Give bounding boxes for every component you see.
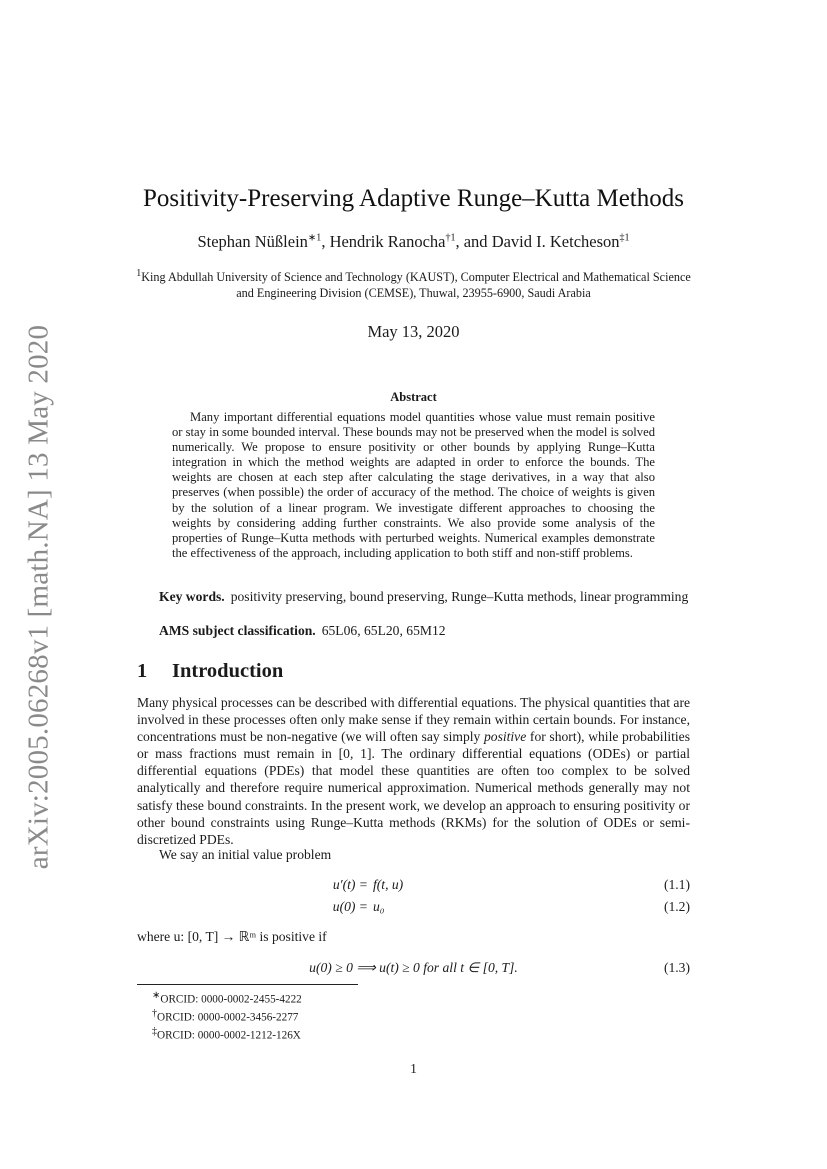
- section-number: 1: [137, 660, 148, 682]
- abstract-heading: Abstract: [390, 390, 437, 404]
- keywords-label: Key words.: [159, 589, 225, 604]
- author-name: Stephan Nüßlein: [197, 232, 308, 251]
- footnote-mark: ∗: [152, 990, 161, 1001]
- equation-1-3: [137, 960, 690, 980]
- equation-1-1: [137, 877, 690, 897]
- footnote-text: ORCID: 0000-0002-3456-2277: [157, 1011, 299, 1024]
- where-text: where u: [0, T] → ℝᵐ is positive if: [137, 929, 327, 944]
- footnote-rule: [137, 984, 358, 985]
- ams-text: 65L06, 65L20, 65M12: [321, 623, 446, 638]
- author-mark: †1: [445, 232, 456, 244]
- section-title: Introduction: [172, 660, 284, 682]
- author-list: [0, 232, 827, 252]
- intro-text: Many physical processes can be described with differential equations. The physical quantities that are involved in these processes often only make sense if they remain within certain bounds. For instance, concentrations must be non-negative (we will often say simply: [137, 695, 690, 745]
- equation-number: (1.1): [663, 877, 690, 892]
- equation-lhs-text: u′(t) =: [332, 877, 368, 892]
- keywords: [137, 588, 690, 605]
- author-separator: ,: [321, 232, 330, 251]
- equation-text: u(0) ≥ 0 ⟹ u(t) ≥ 0 for all t ∈ [0, T].: [309, 960, 518, 975]
- section-heading: [137, 660, 283, 683]
- intro-text: for short), while probabilities or mass fractions must remain in [0, 1]. The ordinary differential equations (ODEs) or partial differential equations (PDEs) that model these quantities are often too complex to be solved analytically and therefore require numerical approximation. Numerical methods generally may not satisfy these bound constraints. In the present work, we develop an approach to ensuring positivity or other bound constraints using Runge–Kutta methods (RKMs) for the solution of ODEs or semi-discretized PDEs.: [137, 729, 690, 847]
- equation-lhs-text: u(0) =: [332, 899, 368, 914]
- equation-rhs-text: u₀: [373, 899, 385, 914]
- equation-body: [137, 960, 690, 976]
- equation-rhs-text: f(t, u): [373, 877, 404, 892]
- author-name: David I. Ketcheson: [491, 232, 620, 251]
- author-name: Hendrik Ranocha: [329, 232, 446, 251]
- footnote-text: ORCID: 0000-0002-2455-4222: [160, 993, 302, 1006]
- arxiv-stamp: arXiv:2005.06268v1 [math.NA] 13 May 2020: [22, 324, 55, 870]
- equation-rhs: [373, 899, 385, 915]
- keywords-text: positivity preserving, bound preserving, Runge–Kutta methods, linear programming: [230, 589, 689, 604]
- author-mark: ∗1: [307, 232, 322, 244]
- footnote: [152, 1007, 302, 1025]
- equation-rhs: [373, 877, 403, 893]
- affiliation-mark: 1: [136, 268, 142, 279]
- footnote: [152, 989, 302, 1007]
- ams-classification: [159, 623, 446, 639]
- footnotes: [152, 989, 302, 1043]
- author-mark: ‡1: [619, 232, 630, 244]
- abstract-text: Many important differential equations model quantities whose value must remain positive or stay in some bounded interval. These bounds may not be preserved when the model is solved numerically. We propose to ensure positivity or other bounds by applying Runge–Kutta integration in which the method weights are adapted in order to enforce the bounds. The weights are chosen at each step after calculating the stage derivatives, in a way that also preserves (when possible) the order of accuracy of the method. The choice of weights is given by the solution of a linear program. We investigate different approaches to choosing the weights by considering adding further constraints. We also provide some analysis of the properties of Runge–Kutta methods with perturbed weights. Numerical examples demonstrate the effectiveness of the approach, including application to both stiff and non-stiff problems.: [172, 410, 655, 560]
- equation-1-2: [137, 899, 690, 919]
- intro-paragraph: [137, 694, 690, 848]
- footnote-mark: ‡: [152, 1026, 157, 1038]
- paper-date: May 13, 2020: [367, 322, 460, 341]
- author-separator: , and: [455, 232, 492, 251]
- equation-number: (1.3): [663, 960, 690, 975]
- footnote-mark: †: [152, 1008, 157, 1020]
- equation-number: (1.2): [663, 899, 690, 914]
- equation-lhs: [333, 877, 368, 893]
- ams-label: AMS subject classification.: [159, 623, 316, 638]
- equation-lhs: [333, 899, 368, 915]
- paper-title: Positivity-Preserving Adaptive Runge–Kutta Methods: [143, 185, 684, 212]
- page-number: 1: [410, 1061, 417, 1076]
- affiliation: [130, 266, 697, 301]
- affiliation-text: King Abdullah University of Science and Technology (KAUST), Computer Electrical and Mathematical Science and Engineering Division (CEMSE), Thuwal, 23955-6900, Saudi Arabia: [141, 270, 691, 301]
- footnote-text: ORCID: 0000-0002-1212-126X: [157, 1029, 301, 1042]
- footnote: [152, 1025, 302, 1043]
- intro-emphasis: positive: [483, 729, 527, 745]
- intro-paragraph-2: We say an initial value problem: [159, 847, 332, 862]
